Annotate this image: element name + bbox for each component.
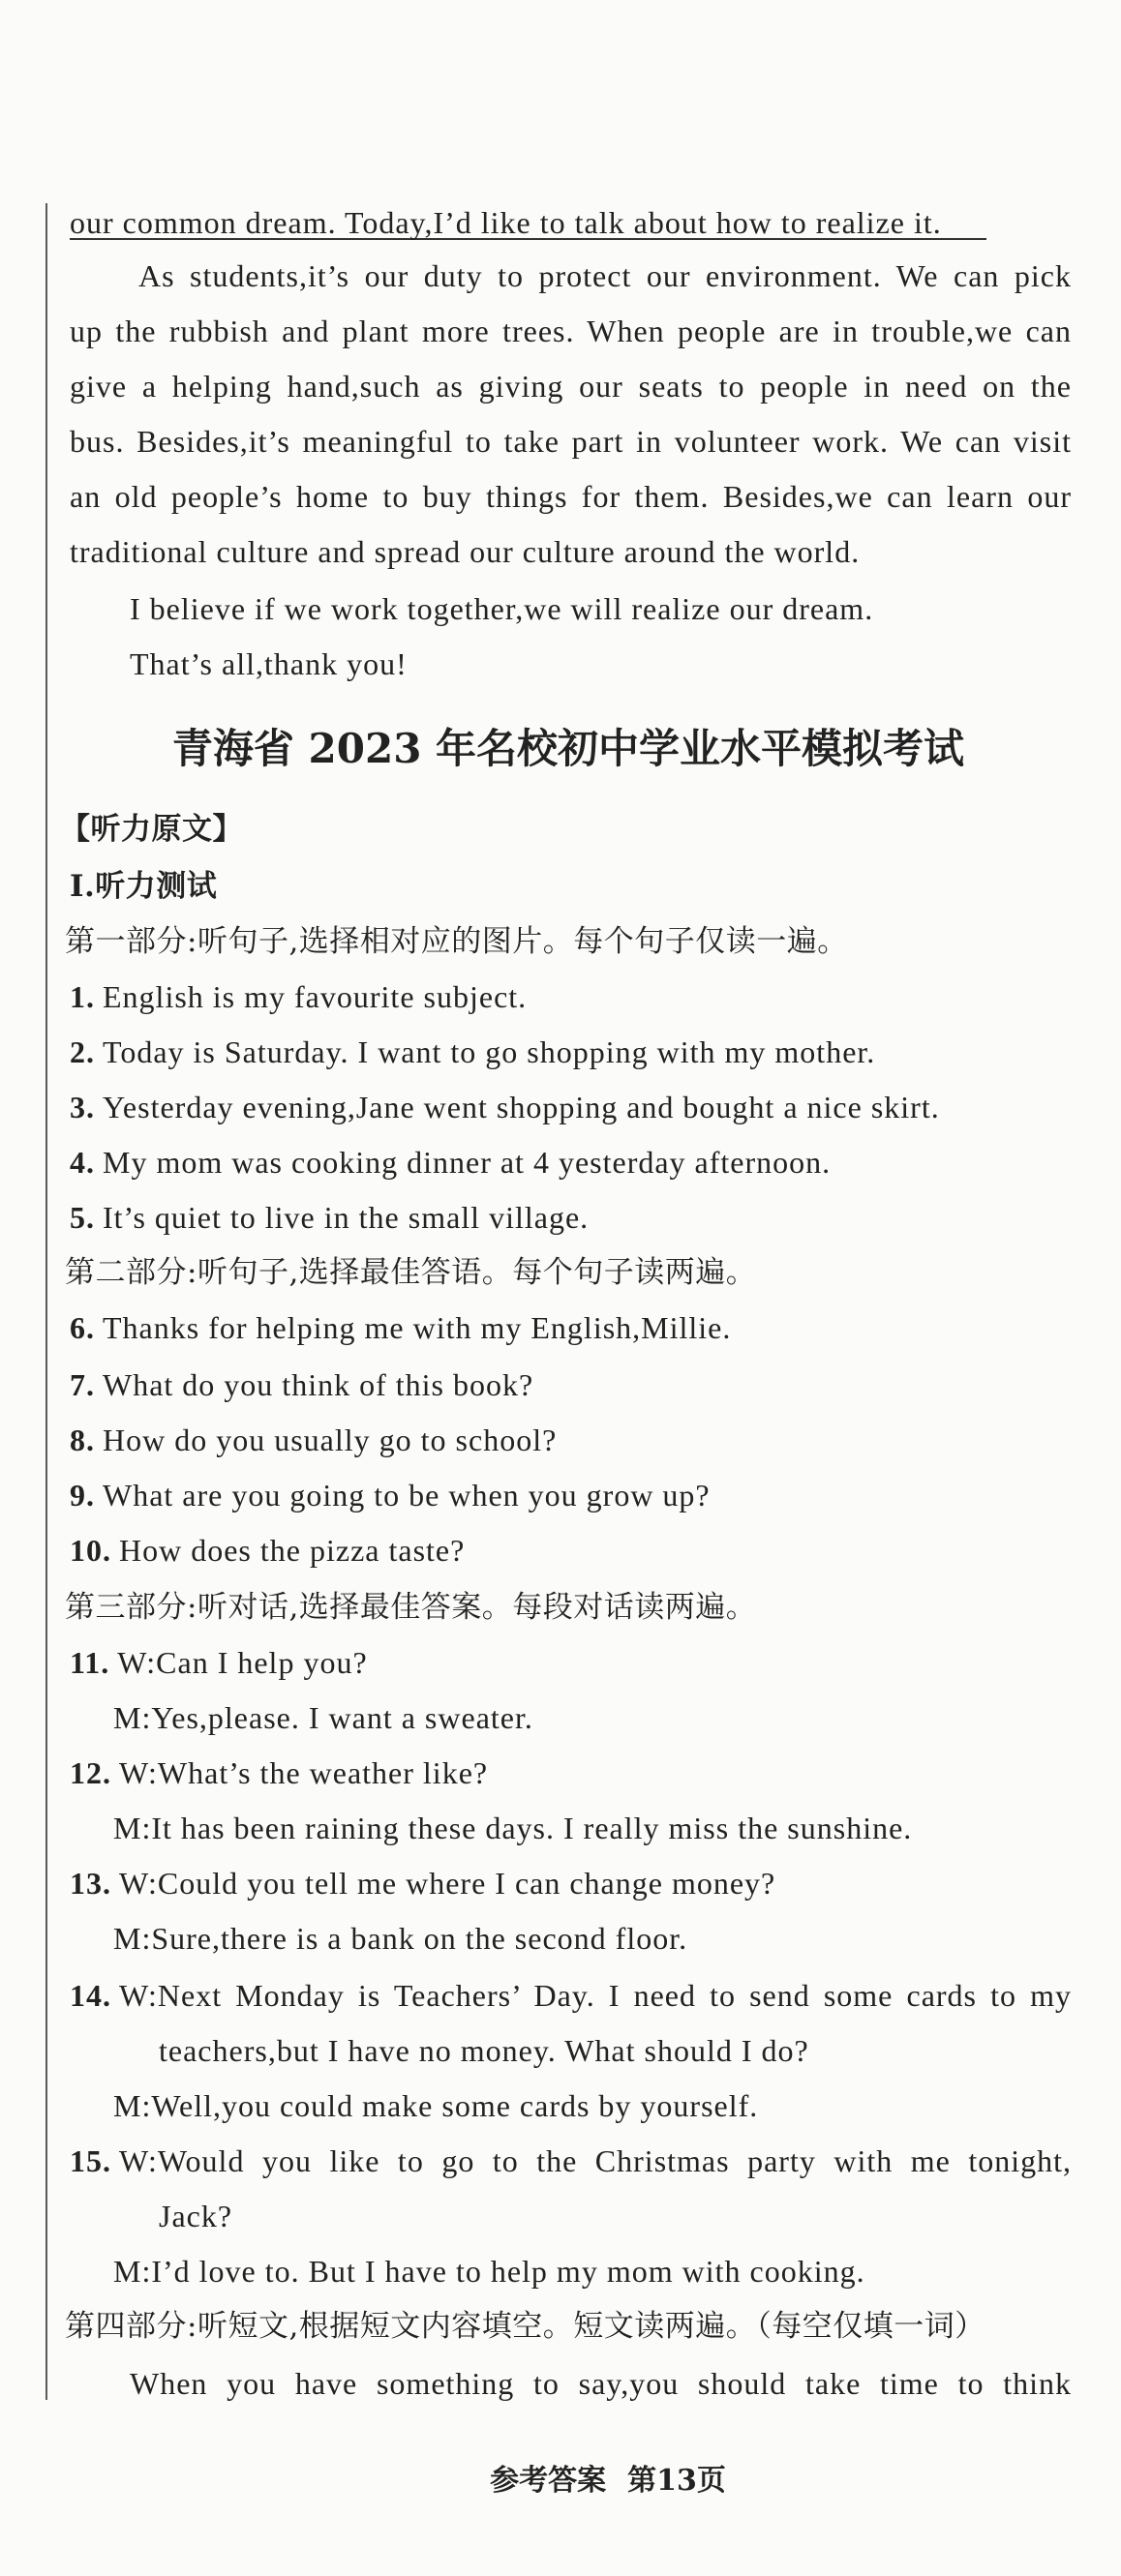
question-number: 11.	[70, 1645, 110, 1680]
part4-instruction: 第四部分:听短文,根据短文内容填空。短文读两遍。（每空仅填一词）	[65, 2309, 985, 2344]
question-item	[70, 1417, 557, 1463]
question-number: 5.	[70, 1200, 95, 1235]
dialogue-man-line: M:I’d love to. But I have to help my mom with cooking.	[113, 2254, 865, 2289]
question-text: Yesterday evening,Jane went shopping and bought a nice skirt.	[103, 1090, 940, 1124]
exam-title: 青海省 2023 年名校初中学业水平模拟考试	[171, 725, 965, 772]
question-item	[70, 1139, 831, 1185]
essay-line: give a helping hand,such as giving our seats to people in need on the	[70, 369, 1072, 404]
question-number: 3.	[70, 1090, 95, 1124]
section-heading: 【听力原文】	[60, 812, 243, 847]
question-item	[70, 1362, 533, 1408]
question-number: 8.	[70, 1423, 95, 1457]
essay-line: bus. Besides,it’s meaningful to take part in volunteer work. We can visit	[70, 424, 1072, 459]
question-item	[70, 1029, 875, 1075]
question-text: My mom was cooking dinner at 4 yesterday afternoon.	[103, 1145, 832, 1180]
dialogue-woman-line	[70, 1972, 1072, 2019]
essay-line: up the rubbish and plant more trees. When people are in trouble,we can	[70, 314, 1072, 348]
part3-instruction: 第三部分:听对话,选择最佳答案。每段对话读两遍。	[65, 1590, 757, 1625]
essay-line: our common dream. Today,I’d like to talk about how to realize it.	[70, 205, 942, 240]
question-number: 10.	[70, 1533, 111, 1568]
passage-line: When you have something to say,you should take time to think	[130, 2366, 1072, 2401]
dialogue-woman-line	[70, 1639, 368, 1686]
essay-line: an old people’s home to buy things for them. Besides,we can learn our	[70, 479, 1072, 514]
footer-label: 参考答案	[490, 2464, 607, 2498]
dialogue-text: W:Can I help you?	[117, 1645, 368, 1680]
question-text: It’s quiet to live in the small village.	[103, 1200, 590, 1235]
subsection-heading: Ⅰ.听力测试	[70, 869, 218, 904]
question-number: 13.	[70, 1866, 111, 1901]
dialogue-text: W:What’s the weather like?	[119, 1755, 489, 1790]
dialogue-text: W:Next Monday is Teachers’ Day. I need to send some cards to my	[119, 1978, 1072, 2013]
dialogue-woman-line	[70, 1750, 488, 1796]
question-text: What are you going to be when you grow up?	[103, 1478, 711, 1513]
dialogue-man-line: M:Well,you could make some cards by yourself.	[113, 2088, 759, 2123]
page-footer	[463, 2458, 753, 2504]
question-number: 12.	[70, 1755, 111, 1790]
question-item	[70, 1194, 589, 1241]
dialogue-man-line: M:It has been raining these days. I really miss the sunshine.	[113, 1811, 913, 1845]
question-number: 7.	[70, 1367, 95, 1402]
dialogue-continuation: Jack?	[159, 2199, 233, 2233]
question-item	[70, 1472, 711, 1518]
essay-line: traditional culture and spread our culture around the world.	[70, 534, 861, 569]
question-number: 15.	[70, 2143, 111, 2178]
part1-instruction: 第一部分:听句子,选择相对应的图片。每个句子仅读一遍。	[65, 924, 848, 959]
question-number: 9.	[70, 1478, 95, 1513]
question-text: Thanks for helping me with my English,Millie.	[103, 1310, 732, 1345]
question-text: Today is Saturday. I want to go shopping with my mother.	[103, 1034, 876, 1069]
question-number: 6.	[70, 1310, 95, 1345]
part2-instruction: 第二部分:听句子,选择最佳答语。每个句子读两遍。	[65, 1255, 757, 1290]
question-number: 4.	[70, 1145, 95, 1180]
question-number: 2.	[70, 1034, 95, 1069]
dialogue-man-line: M:Yes,please. I want a sweater.	[113, 1700, 533, 1735]
question-text: What do you think of this book?	[103, 1367, 534, 1402]
dialogue-continuation: teachers,but I have no money. What should I do?	[159, 2033, 809, 2068]
essay-line: I believe if we work together,we will realize our dream.	[130, 591, 874, 626]
question-item	[70, 973, 527, 1020]
question-item	[70, 1304, 731, 1351]
question-text: How do you usually go to school?	[103, 1423, 558, 1457]
essay-line: As students,it’s our duty to protect our environment. We can pick	[138, 258, 1072, 293]
question-number: 1.	[70, 979, 95, 1014]
dialogue-text: W:Would you like to go to the Christmas party with me tonight,	[119, 2143, 1072, 2178]
question-text: How does the pizza taste?	[119, 1533, 466, 1568]
dialogue-woman-line	[70, 1860, 775, 1906]
dialogue-woman-line	[70, 2138, 1072, 2184]
question-text: English is my favourite subject.	[103, 979, 528, 1014]
question-item	[70, 1527, 465, 1573]
dialogue-text: W:Could you tell me where I can change money?	[119, 1866, 776, 1901]
essay-line: That’s all,thank you!	[130, 646, 408, 681]
question-number: 14.	[70, 1978, 111, 2013]
page-number: 第13页	[627, 2464, 726, 2498]
left-margin-rule	[45, 203, 47, 2400]
question-item	[70, 1084, 940, 1130]
dialogue-man-line: M:Sure,there is a bank on the second floor.	[113, 1921, 688, 1956]
